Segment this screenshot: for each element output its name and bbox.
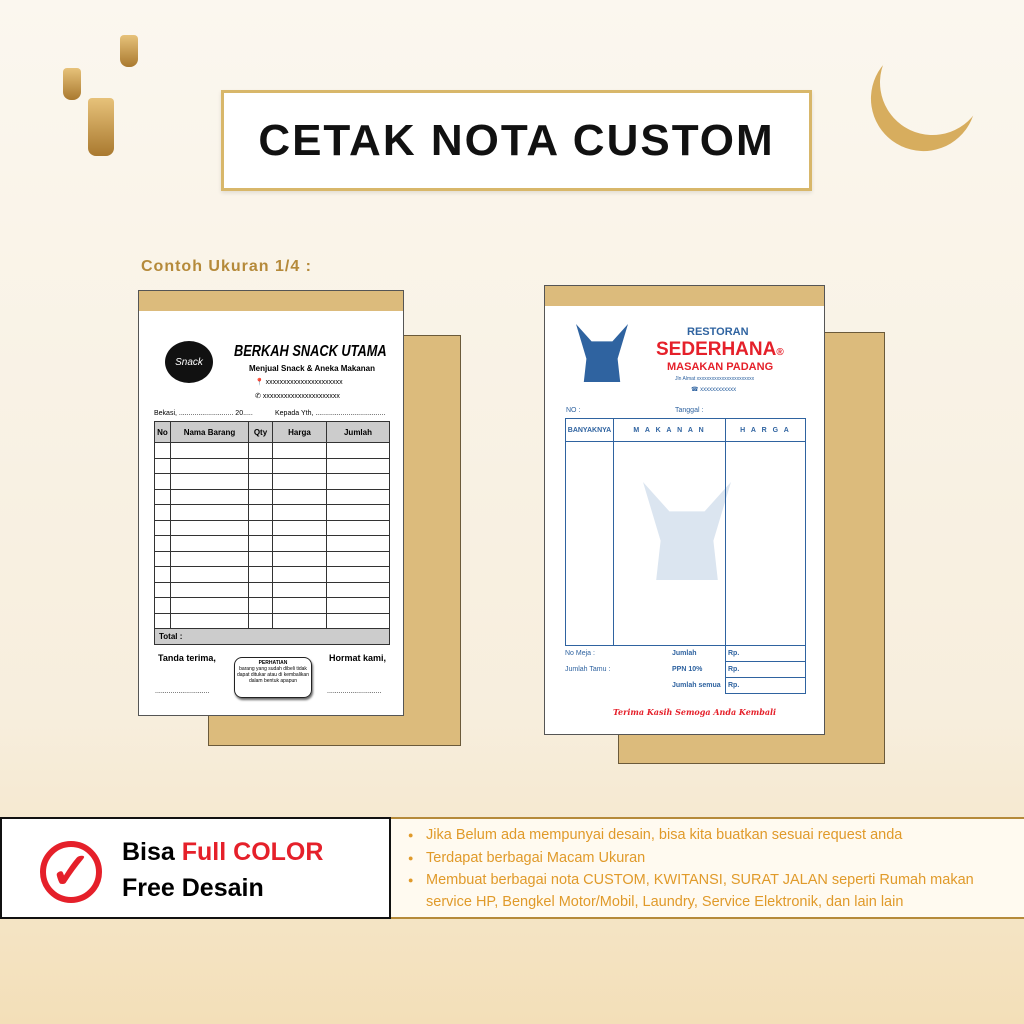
- feature-bullet-continued: service HP, Bengkel Motor/Mobil, Laundry, Service Elektronik, dan lain lain: [426, 894, 904, 910]
- table-row: [155, 474, 390, 490]
- rumah-gadang-logo: [576, 324, 628, 382]
- nota1-city-line: Bekasi, ............................ 20.....: [154, 410, 253, 417]
- table-row: [155, 520, 390, 536]
- lantern-icon: [63, 68, 81, 100]
- nota2-thanks: Terima Kasih Semoga Anda Kembali: [613, 707, 777, 717]
- nota1-sender: Hormat kami,: [329, 653, 387, 663]
- nota1-notice: PERHATIAN barang yang sudah dibeli tidak dapat ditukar atau di kembalikan dalam bentuk apapun: [234, 657, 312, 698]
- title-banner: [221, 90, 812, 191]
- nota1-total: Total :: [155, 629, 390, 645]
- snack-logo: Snack: [165, 341, 213, 383]
- nota2-sheet: RESTORAN SEDERHANA® MASAKAN PADANG Jln Almat xxxxxxxxxxxxxxxxxxxxxxx ☎ xxxxxxxxxxxx NO : Tanggal : BANYAKNYA M A K A N A N H A R G A No Meja : Jumlah Tamu : Jumlah PPN 10% Jumlah semua Rp. Rp. Rp. Terima Kasih Semoga Anda Kembali: [544, 285, 825, 735]
- table-row: [155, 598, 390, 614]
- table-row: [155, 443, 390, 459]
- feature-bullet: ● Jika Belum ada mempunyai desain, bisa kita buatkan sesuai request anda: [408, 827, 902, 843]
- sample-size-label: Contoh Ukuran 1/4 :: [141, 258, 313, 275]
- feature-bullet: ● Membuat berbagai nota CUSTOM, KWITANSI, SURAT JALAN seperti Rumah makan: [408, 872, 974, 888]
- table-row: [155, 536, 390, 552]
- table-row: [155, 582, 390, 598]
- feature-bullet: ● Terdapat berbagai Macam Ukuran: [408, 850, 645, 866]
- nota1-address: 📍 xxxxxxxxxxxxxxxxxxxxxx: [255, 379, 343, 386]
- nota2-table: BANYAKNYA M A K A N A N H A R G A: [565, 418, 806, 646]
- nota1-sheet: Snack BERKAH SNACK UTAMA Menjual Snack & Aneka Makanan 📍 xxxxxxxxxxxxxxxxxxxxxx ✆ xxxxxxxxxxxxxxxxxxxxxx Bekasi, ............................ 20..... Kepada Yth, .................................... No Nama Barang Qty Harga Jumlah Total : Tanda terima, Hormat kami, ............................ ............................ PERHATIAN barang yang sudah dibeli tidak dapat ditukar atau di kembalikan dalam bentuk apapun: [138, 290, 404, 716]
- nota1-to-line: Kepada Yth, ....................................: [275, 410, 386, 417]
- table-row: [155, 567, 390, 583]
- table-row: [155, 489, 390, 505]
- crescent-moon-icon: [865, 15, 1000, 150]
- nota1-receiver: Tanda terima,: [158, 653, 216, 663]
- table-row: [155, 458, 390, 474]
- checkmark-icon: ✓: [40, 841, 102, 903]
- table-row: [155, 551, 390, 567]
- page-title: CETAK NOTA CUSTOM: [258, 115, 775, 165]
- nota1-table: No Nama Barang Qty Harga Jumlah Total :: [154, 421, 390, 645]
- nota1-brand: BERKAH SNACK UTAMA: [234, 343, 387, 360]
- nota1-phone: ✆ xxxxxxxxxxxxxxxxxxxxxx: [255, 393, 340, 400]
- nota1-tagline: Menjual Snack & Aneka Makanan: [249, 364, 375, 373]
- nota2-sum-table: Rp. Rp. Rp.: [725, 645, 806, 694]
- table-row: [155, 613, 390, 629]
- features-box: ✓ Bisa Full COLOR Free Desain: [0, 817, 391, 919]
- lantern-icon: [88, 98, 114, 156]
- nota2-brand: SEDERHANA®: [656, 339, 784, 360]
- lantern-icon: [120, 35, 138, 67]
- table-row: [155, 505, 390, 521]
